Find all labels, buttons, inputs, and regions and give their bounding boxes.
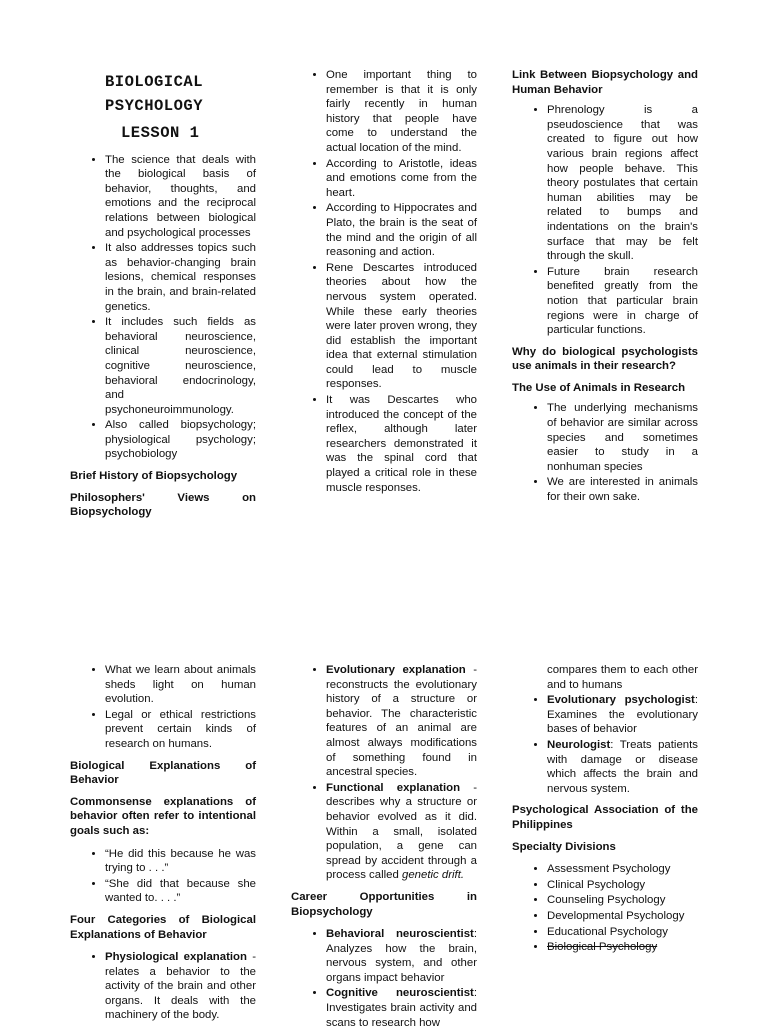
section-heading: The Use of Animals in Research — [512, 381, 686, 394]
definition: : Treats patients with damage or disease which affects the brain and nervous system. — [547, 738, 698, 795]
top-column-2 — [291, 68, 477, 499]
history-list — [291, 68, 477, 495]
list-item — [326, 781, 477, 883]
section-heading: Brief History of Biopsychology — [70, 470, 238, 483]
list-item: • Developmental Psychology — [547, 909, 698, 924]
term: Evolutionary psychologist — [547, 694, 695, 707]
list-item: • Rene Descartes introduced theories about how the nervous system operated. While these early theories were later proven wrong, they did establish the important idea that external stimulation could lead to muscle responses. — [326, 261, 477, 392]
list-item: • It also addresses topics such as behavior-changing brain lesions, chemical responses in the brain, and brain-related genetics. — [105, 241, 256, 314]
section-heading: Biological Explanations of Behavior — [70, 759, 256, 787]
term: Evolutionary explanation — [326, 664, 466, 676]
continued-text: compares them to each other and to humans — [547, 664, 698, 691]
section-heading: Career Opportunities in Biopsychology — [291, 890, 477, 918]
term: Functional explanation — [326, 781, 461, 794]
list-item: • The underlying mechanisms of behavior are similar across species and sometimes easier to study in a nonhuman species — [547, 401, 698, 474]
list-item: • One important thing to remember is that it is only fairly recently in human history that people have come to understand the actual location of the mind. — [326, 68, 477, 156]
bottom-column-2 — [291, 663, 477, 1034]
list-item — [326, 927, 477, 985]
italic-term: genetic drift. — [401, 869, 465, 882]
section-heading: Why do biological psychologists use animals in their research? — [512, 345, 698, 373]
bottom-column-3 — [512, 663, 698, 959]
categories-list — [70, 950, 256, 1023]
term: Cognitive neuroscientist — [326, 987, 474, 1000]
section-heading: Commonsense explanations of behavior often refer to intentional goals such as: — [70, 795, 256, 837]
explanations-list — [291, 663, 477, 883]
top-column-3 — [512, 68, 698, 509]
list-item-struck: • Biological Psychology — [547, 940, 698, 955]
list-item — [326, 663, 477, 780]
definition-list — [70, 153, 256, 462]
definition: : Examines the evolutionary bases of behavior — [547, 694, 698, 736]
list-item: • Legal or ethical restrictions prevent certain kinds of research on humans. — [105, 708, 256, 752]
list-item: • Counseling Psychology — [547, 893, 698, 908]
list-item — [547, 738, 698, 796]
section-heading: Philosophers' Views on Biopsychology — [70, 491, 256, 519]
list-item: • Future brain research benefited greatly from the notion that particular brain regions were in charge of particular functions. — [547, 265, 698, 338]
list-item: • The science that deals with the biological basis of behavior, thoughts, and emotions and the reciprocal relations between biological and psychological processes — [105, 153, 256, 241]
section-heading: Link Between Biopsychology and Human Behavior — [512, 69, 698, 96]
document-title: BIOLOGICAL PSYCHOLOGY — [105, 73, 204, 115]
definition: : Investigates brain activity and scans to research how — [326, 987, 477, 1029]
list-item: • “He did this because he was trying to . . .” — [105, 847, 256, 876]
bottom-column-1 — [70, 663, 256, 1027]
section-heading: Four Categories of Biological Explanations of Behavior — [70, 913, 256, 941]
list-item — [547, 693, 698, 737]
list-item: • We are interested in animals for their own sake. — [547, 475, 698, 504]
animal-reasons-list — [70, 663, 256, 752]
term: Neurologist — [547, 738, 611, 751]
animal-research-list — [512, 401, 698, 504]
list-item: • Educational Psychology — [547, 925, 698, 940]
list-item: • “She did that because she wanted to. . . .” — [105, 877, 256, 906]
list-item: • Clinical Psychology — [547, 878, 698, 893]
list-item: • Assessment Psychology — [547, 862, 698, 877]
definition: - reconstructs the evolutionary history of a structure or behavior. The characteristic features of an animal are almost always modifications of something found in ancestral species. — [326, 664, 477, 779]
list-item: • Phrenology is a pseudoscience that was created to figure out how various brain regions affect how people behave. This theory postulates that certain human abilities may be related to bumps and indentations on the brain's surface that may be felt through the skull. — [547, 103, 698, 264]
list-item: • According to Hippocrates and Plato, the brain is the seat of the mind and the origin of all reasoning and action. — [326, 201, 477, 259]
list-item: • According to Aristotle, ideas and emotions come from the heart. — [326, 157, 477, 201]
definition: - relates a behavior to the activity of the brain and other organs. It deals with the machinery of the body. — [105, 951, 256, 1022]
link-list — [512, 103, 698, 338]
section-heading: Specialty Divisions — [512, 840, 616, 853]
list-item: • What we learn about animals sheds light on human evolution. — [105, 663, 256, 707]
career-list-continued — [512, 693, 698, 796]
definition: : Analyzes how the brain, nervous system, and other organs impact behavior — [326, 928, 477, 984]
definition: - describes why a structure or behavior evolved as it did. Within a small, isolated population, a gene can spread by accident through a process called — [326, 781, 477, 882]
quote-list — [70, 847, 256, 906]
list-item: • Also called biopsychology; physiological psychology; psychobiology — [105, 418, 256, 462]
list-item — [105, 950, 256, 1023]
term: Behavioral neuroscientist — [326, 928, 474, 941]
divisions-list — [512, 862, 698, 955]
list-item: • It was Descartes who introduced the concept of the reflex, although later researchers demonstrated it was the spinal cord that played a critical role in these muscle responses. — [326, 393, 477, 495]
career-list — [291, 927, 477, 1030]
top-column-1 — [70, 68, 256, 526]
section-heading: Psychological Association of the Philippines — [512, 804, 698, 831]
lesson-label: LESSON 1 — [121, 124, 200, 142]
term: Physiological explanation — [105, 951, 247, 964]
list-item: • It includes such fields as behavioral neuroscience, clinical neuroscience, cognitive neuroscience, behavioral endocrinology, and psychoneuroimmunology. — [105, 315, 256, 417]
